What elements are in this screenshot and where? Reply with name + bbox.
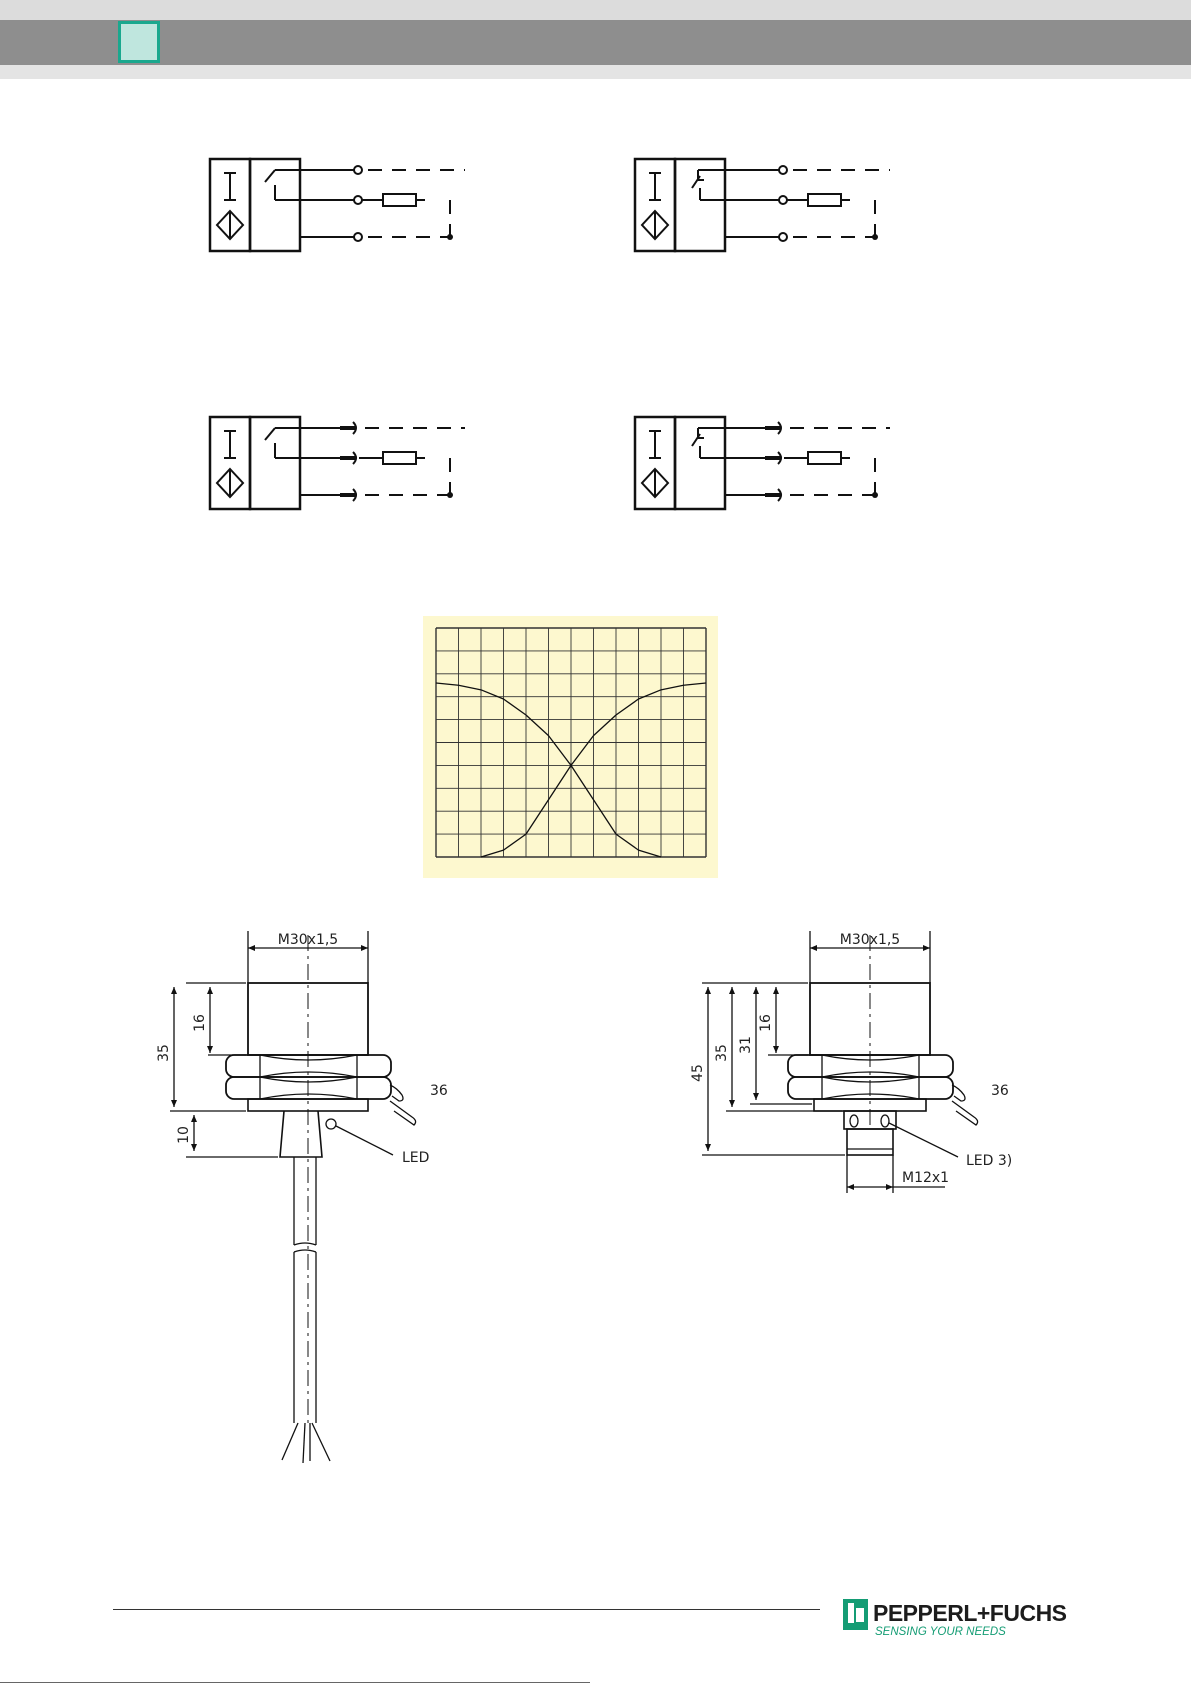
thread-size-label: M30x1,5 xyxy=(839,932,901,948)
dimension-45-label: 45 xyxy=(690,1064,706,1082)
dimension-10-label: 10 xyxy=(176,1126,192,1144)
thread-size-label: M30x1,5 xyxy=(277,932,339,948)
wiring-diagram-cable-normally-open xyxy=(205,150,480,260)
connector-thread-label: M12x1 xyxy=(902,1170,950,1186)
dimension-35-label: 35 xyxy=(714,1044,730,1062)
dimension-35-label: 35 xyxy=(156,1044,172,1062)
wrench-size-label: 36 xyxy=(991,1083,1009,1099)
dimension-drawing-cable xyxy=(150,925,470,1470)
led-label: LED xyxy=(402,1150,430,1166)
header-bottom-strip xyxy=(0,65,1191,79)
brand-logo xyxy=(840,1597,1080,1641)
wrench-size-label: 36 xyxy=(430,1083,448,1099)
header-top-strip xyxy=(0,0,1191,20)
brand-tagline: SENSING YOUR NEEDS xyxy=(875,1626,1006,1638)
dimension-16-label: 16 xyxy=(758,1014,774,1032)
response-curve-chart xyxy=(423,616,718,878)
wiring-diagram-cable-normally-closed xyxy=(630,150,905,260)
dimension-31-label: 31 xyxy=(738,1036,754,1054)
header-band xyxy=(0,20,1191,65)
wiring-diagram-connector-normally-closed xyxy=(630,408,905,518)
chart-background xyxy=(423,616,718,878)
footer-rule xyxy=(113,1609,820,1610)
brand-logo-icon xyxy=(843,1599,868,1630)
brand-name: PEPPERL+FUCHS xyxy=(873,1600,1067,1626)
dimension-16-label: 16 xyxy=(192,1014,208,1032)
header-square-marker xyxy=(118,21,160,63)
dimension-drawing-connector xyxy=(680,925,1013,1215)
led-label: LED 3) xyxy=(966,1153,1013,1169)
wiring-diagram-connector-normally-open xyxy=(205,408,480,518)
bottom-rule xyxy=(0,1682,590,1683)
